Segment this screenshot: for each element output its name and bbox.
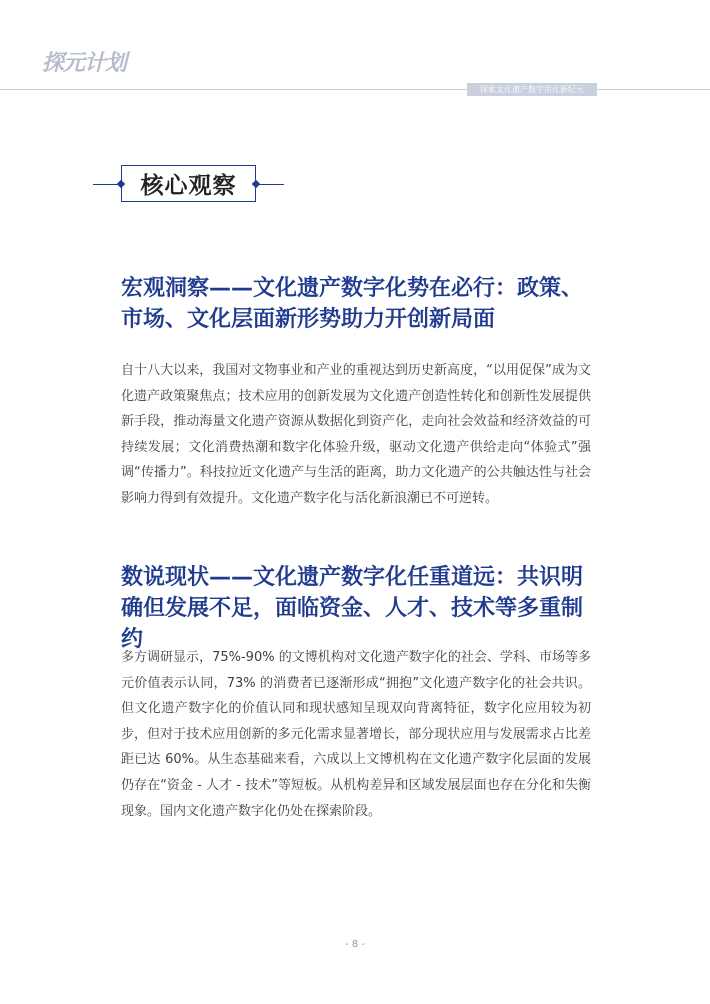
- section-title-box: [121, 165, 256, 202]
- status-paragraph: 多方调研显示，75%-90% 的文博机构对文化遗产数字化的社会、学科、市场等多元价值表示认同，73% 的消费者已逐渐形成“拥抱”文化遗产数字化的社会共识。但文化遗产数字化的价值认同和现状感知呈现双向背离特征，数字化应用较为初步，但对于技术应用创新的多元化需求显著增长，部分现状应用与发展需求占比差距已达 60%。从生态基础来看，六成以上文博机构在文化遗产数字化层面的发展仍存在“资金 - 人才 - 技术”等短板。从机构差异和区域发展层面也存在分化和失衡现象。国内文化遗产数字化仍处在探索阶段。: [121, 650, 591, 819]
- header-divider: [0, 89, 710, 90]
- heading-keyword: 宏观洞察: [121, 276, 210, 301]
- header-tagline: 探索文化遗产数字活化新纪元: [467, 83, 597, 96]
- macro-insight-paragraph: 自十八大以来，我国对文物事业和产业的重视达到历史新高度，“以用促保”成为文化遗产政策聚焦点；技术应用的创新发展为文化遗产创造性转化和创新性发展提供新手段，推动海量文化遗产资源从数据化到资产化，走向社会效益和经济效益的可持续发展；文化消费热潮和数字化体验升级，驱动文化遗产供给走向“体验式”强调“传播力”。科技拉近文化遗产与生活的距离，助力文化遗产的公共触达性与社会影响力得到有效提升。文化遗产数字化与活化新浪潮已不可逆转。: [121, 363, 591, 506]
- heading-subtitle: ——文化遗产数字化势在必行：政策、市场、文化层面新形势助力开创新局面: [121, 276, 584, 332]
- page-number: - 8 -: [345, 939, 365, 950]
- heading-keyword: 数说现状: [121, 565, 210, 590]
- heading-subtitle: ——文化遗产数字化任重道远：共识明确但发展不足，面临资金、人才、技术等多重制约: [121, 565, 584, 652]
- section-title: 核心观察: [140, 173, 237, 199]
- status-heading: [121, 562, 601, 655]
- brand-logo: 探元计划: [42, 51, 127, 76]
- macro-insight-heading: [121, 273, 601, 335]
- section-title-rule-right: [256, 184, 284, 185]
